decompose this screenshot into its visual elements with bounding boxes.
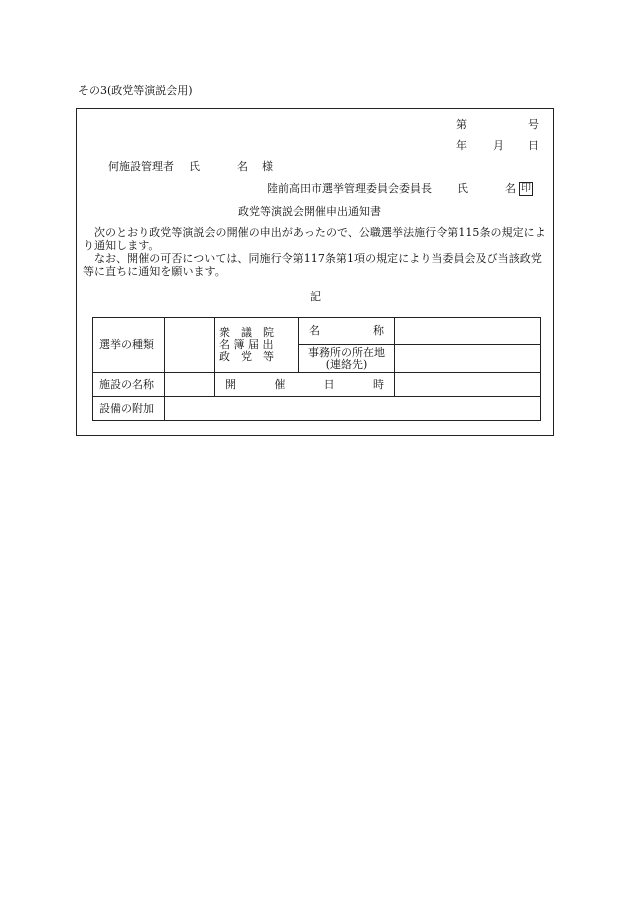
datetime-d: 時 [372, 377, 384, 391]
party-category-cell [215, 318, 299, 373]
body-paragraph-2: なお、開催の可否については、同施行令第117条第1項の規定により当委員会及び当該政党等に直ちに通知を願います。 [83, 252, 542, 278]
sender-mei [505, 182, 533, 196]
table-row [93, 318, 541, 345]
ki-heading: 記 [310, 290, 321, 303]
datetime-label-cell [215, 373, 395, 397]
form-caption: その3(政党等演説会用) [78, 84, 193, 97]
equipment-label: 設備の附加 [93, 397, 165, 421]
number-prefix: 第 [456, 118, 467, 131]
datetime-a: 開 [225, 377, 236, 391]
election-type-value [165, 318, 215, 373]
body-paragraph-1: 次のとおり政党等演説会の開催の申出があったので、公職選挙法施行令第115条の規定により通知します。 [83, 226, 546, 252]
addressee-sama: 様 [262, 160, 273, 173]
equipment-value [165, 397, 541, 421]
number-suffix: 号 [528, 118, 539, 131]
name-label-a: 名 [309, 324, 320, 337]
facility-name-label: 施設の名称 [93, 373, 165, 397]
addressee-mei: 名 [237, 160, 248, 173]
datetime-value [395, 373, 541, 397]
party-line-3: 政 党 等 [219, 350, 274, 363]
date-day: 日 [528, 139, 539, 152]
datetime-b: 催 [274, 377, 286, 391]
name-value [395, 318, 541, 345]
date-month: 月 [493, 139, 504, 152]
date-year: 年 [456, 139, 467, 152]
office-label: 事務所の所在地 [308, 345, 385, 359]
office-sub-label: (連絡先) [325, 357, 368, 371]
addressee-facility-manager: 何施設管理者 [108, 160, 174, 173]
party-line-1: 衆 議 院 [219, 326, 274, 339]
body-text [83, 226, 549, 278]
application-table [92, 317, 541, 421]
office-label-cell [299, 345, 395, 373]
name-label-cell [299, 318, 395, 345]
sender-mei-text: 名 [505, 182, 516, 195]
office-value [395, 345, 541, 373]
party-line-2: 名 簿 届 出 [219, 338, 274, 351]
name-label-b: 称 [373, 324, 384, 337]
addressee-shi: 氏 [189, 160, 200, 173]
document-title: 政党等演説会開催申出通知書 [238, 205, 381, 218]
table-row [93, 373, 541, 397]
election-type-label: 選挙の種類 [93, 318, 165, 373]
sender-shi: 氏 [457, 182, 468, 195]
seal-mark: 印 [521, 183, 531, 194]
table-row [93, 397, 541, 421]
sender-title: 陸前高田市選挙管理委員会委員長 [267, 182, 432, 195]
datetime-c: 日 [323, 377, 335, 391]
facility-name-value [165, 373, 215, 397]
